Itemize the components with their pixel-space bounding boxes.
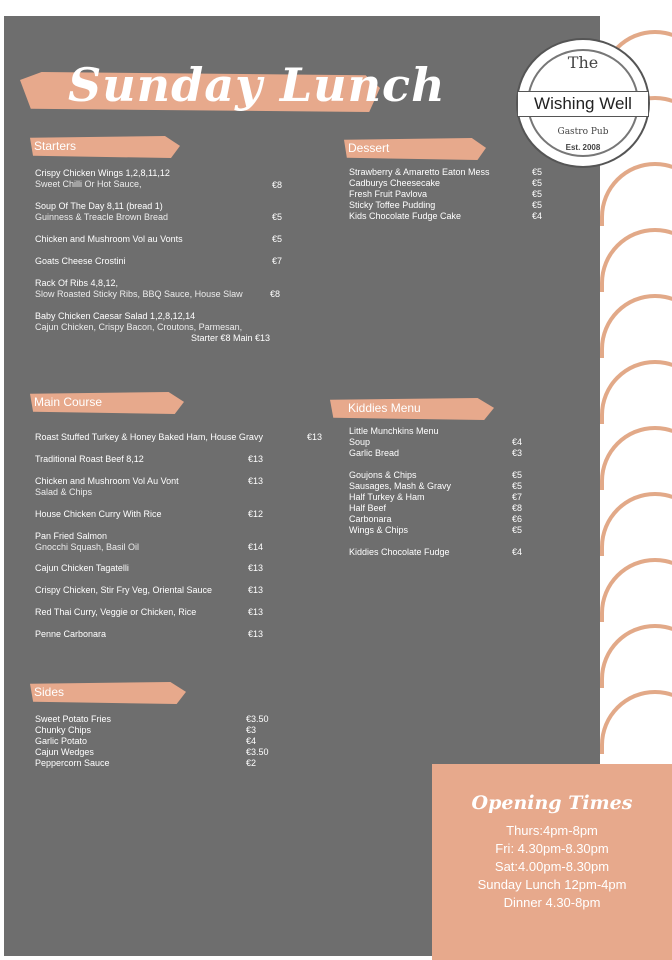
- item-price: Starter €8 Main €13: [191, 333, 271, 343]
- item-price: €5: [272, 212, 283, 222]
- item-name: Wings & Chips: [349, 525, 409, 535]
- starter-item: [35, 201, 168, 223]
- item-name: Half Beef: [349, 503, 387, 513]
- item-price: €13: [248, 563, 264, 573]
- main-course-heading-label: Main Course: [34, 395, 103, 409]
- side-item: [35, 747, 94, 758]
- logo-name: Wishing Well: [517, 91, 649, 117]
- item-name: Fresh Fruit Pavlova: [349, 189, 428, 199]
- kiddies-heading: [330, 398, 500, 420]
- starters-heading: [30, 136, 190, 158]
- item-name: Pan Fried Salmon: [35, 531, 108, 541]
- item-price: €3.50: [246, 747, 269, 757]
- item-name: Rack Of Ribs 4,8,12,: [35, 278, 119, 288]
- starter-item: [35, 234, 183, 245]
- starter-item: [35, 256, 126, 267]
- main-item: [35, 509, 162, 520]
- item-name: Cadburys Cheesecake: [349, 178, 441, 188]
- item-price: €13: [248, 607, 264, 617]
- sides-heading-label: Sides: [34, 685, 65, 699]
- item-price: €12: [248, 509, 264, 519]
- item-name: Penne Carbonara: [35, 629, 107, 639]
- item-price: €7: [272, 256, 283, 266]
- item-name: Sweet Potato Fries: [35, 714, 112, 724]
- side-item: [35, 736, 87, 747]
- opening-times-title: Opening Times: [471, 792, 633, 814]
- item-name: Baby Chicken Caesar Salad 1,2,8,12,14: [35, 311, 196, 321]
- item-price: €3: [246, 725, 257, 735]
- item-name: Cajun Chicken Tagatelli: [35, 563, 129, 573]
- item-description: Cajun Chicken, Crispy Bacon, Croutons, Parmesan,: [35, 322, 243, 332]
- item-price: €5: [532, 167, 543, 177]
- item-name: Chunky Chips: [35, 725, 92, 735]
- item-price: €2: [246, 758, 257, 768]
- item-price: €4: [512, 547, 523, 557]
- item-name: Little Munchkins Menu: [349, 426, 439, 436]
- item-price: €13: [248, 454, 264, 464]
- wishing-well-logo: [518, 40, 648, 166]
- page-title-banner: [14, 48, 446, 138]
- item-price: €5: [532, 189, 543, 199]
- item-price: €14: [248, 542, 264, 552]
- item-name: Garlic Potato: [35, 736, 88, 746]
- starter-item: [35, 168, 170, 190]
- item-description: Guinness & Treacle Brown Bread: [35, 212, 169, 222]
- kiddies-item: [349, 525, 408, 536]
- item-price: €5: [272, 234, 283, 244]
- side-item: [35, 714, 111, 725]
- item-name: Traditional Roast Beef 8,12: [35, 454, 144, 464]
- item-price: €13: [248, 629, 264, 639]
- item-name: Soup: [349, 437, 371, 447]
- item-name: Soup Of The Day 8,11 (bread 1): [35, 201, 163, 211]
- item-name: House Chicken Curry With Rice: [35, 509, 162, 519]
- dessert-item: [349, 200, 435, 211]
- main-item: [35, 454, 144, 465]
- item-price: €5: [532, 178, 543, 188]
- item-name: Sticky Toffee Pudding: [349, 200, 436, 210]
- opening-times-line: Dinner 4.30-8pm: [503, 895, 601, 910]
- main-item: [35, 476, 179, 498]
- item-name: Strawberry & Amaretto Eaton Mess: [349, 167, 490, 177]
- item-name: Garlic Bread: [349, 448, 400, 458]
- side-item: [35, 758, 110, 769]
- item-price: €5: [532, 200, 543, 210]
- item-name: Red Thai Curry, Veggie or Chicken, Rice: [35, 607, 197, 617]
- item-price: €13: [307, 432, 323, 442]
- kiddies-heading-label: Kiddies Menu: [348, 401, 421, 415]
- item-name: Chicken and Mushroom Vol Au Vont: [35, 476, 179, 486]
- kiddies-item: [349, 503, 386, 514]
- dessert-item: [349, 189, 427, 200]
- starter-item: [35, 278, 243, 300]
- sides-heading: [30, 682, 190, 704]
- main-item: [35, 563, 129, 574]
- item-price: €4: [532, 211, 543, 221]
- item-name: Crispy Chicken Wings 1,2,8,11,12: [35, 168, 170, 178]
- item-price: €13: [248, 585, 264, 595]
- item-name: Carbonara: [349, 514, 392, 524]
- starters-heading-label: Starters: [34, 139, 77, 153]
- item-name: Roast Stuffed Turkey & Honey Baked Ham, House Gravy: [35, 432, 263, 442]
- item-price: €3.50: [246, 714, 269, 724]
- kiddies-item: [349, 514, 392, 525]
- item-price: €13: [248, 476, 264, 486]
- item-name: Goujons & Chips: [349, 470, 417, 480]
- item-name: Chicken and Mushroom Vol au Vonts: [35, 234, 183, 244]
- dessert-item: [349, 211, 461, 222]
- item-description: Slow Roasted Sticky Ribs, BBQ Sauce, House Slaw: [35, 289, 243, 299]
- item-name: Kids Chocolate Fudge Cake: [349, 211, 462, 221]
- item-name: Peppercorn Sauce: [35, 758, 110, 768]
- kiddies-item: [349, 481, 451, 492]
- opening-times-line: Sat:4.00pm-8.30pm: [494, 859, 610, 874]
- main-item: [35, 531, 139, 553]
- item-price: €4: [246, 736, 257, 746]
- opening-times-line: Thurs:4pm-8pm: [506, 823, 598, 838]
- main-item: [35, 629, 106, 640]
- item-name: Goats Cheese Crostini: [35, 256, 126, 266]
- item-price: €3: [512, 448, 523, 458]
- opening-times-line: Sunday Lunch 12pm-4pm: [477, 877, 627, 892]
- kiddies-subheading: [349, 426, 439, 437]
- main-course-heading: [30, 392, 190, 414]
- opening-times-line: Fri: 4.30pm-8.30pm: [495, 841, 609, 856]
- item-price: €4: [512, 437, 523, 447]
- starter-item: [35, 311, 242, 333]
- kiddies-item: [349, 492, 425, 503]
- side-item: [35, 725, 91, 736]
- item-price: €6: [512, 514, 523, 524]
- item-price: €5: [512, 525, 523, 535]
- item-name: Sausages, Mash & Gravy: [349, 481, 452, 491]
- item-name: Half Turkey & Ham: [349, 492, 425, 502]
- item-price: €5: [512, 470, 523, 480]
- kiddies-item: [349, 437, 370, 448]
- item-price: €8: [512, 503, 523, 513]
- item-price: €8: [272, 180, 283, 190]
- dessert-heading: [344, 138, 494, 160]
- dessert-item: [349, 178, 440, 189]
- page-title: Sunday Lunch: [68, 58, 446, 112]
- item-name: Cajun Wedges: [35, 747, 94, 757]
- item-description: Sweet Chilli Or Hot Sauce,: [35, 179, 142, 189]
- kiddies-item: [349, 547, 450, 558]
- item-name: Crispy Chicken, Stir Fry Veg, Oriental Sauce: [35, 585, 213, 595]
- kiddies-item: [349, 470, 417, 481]
- item-price: €7: [512, 492, 523, 502]
- opening-times-panel: [432, 764, 672, 960]
- main-item: [35, 607, 196, 618]
- item-description: Salad & Chips: [35, 487, 93, 497]
- logo-subtitle: Gastro Pub: [557, 127, 609, 137]
- item-price: €5: [512, 481, 523, 491]
- dessert-heading-label: Dessert: [348, 141, 390, 155]
- logo-the: The: [567, 53, 599, 72]
- kiddies-item: [349, 448, 399, 459]
- item-description: Gnocchi Squash, Basil Oil: [35, 542, 140, 552]
- main-item: [35, 585, 212, 596]
- item-price: €8: [270, 289, 281, 299]
- logo-established: Est. 2008: [565, 143, 601, 152]
- item-name: Kiddies Chocolate Fudge: [349, 547, 450, 557]
- main-item: [35, 432, 263, 443]
- dessert-item: [349, 167, 490, 178]
